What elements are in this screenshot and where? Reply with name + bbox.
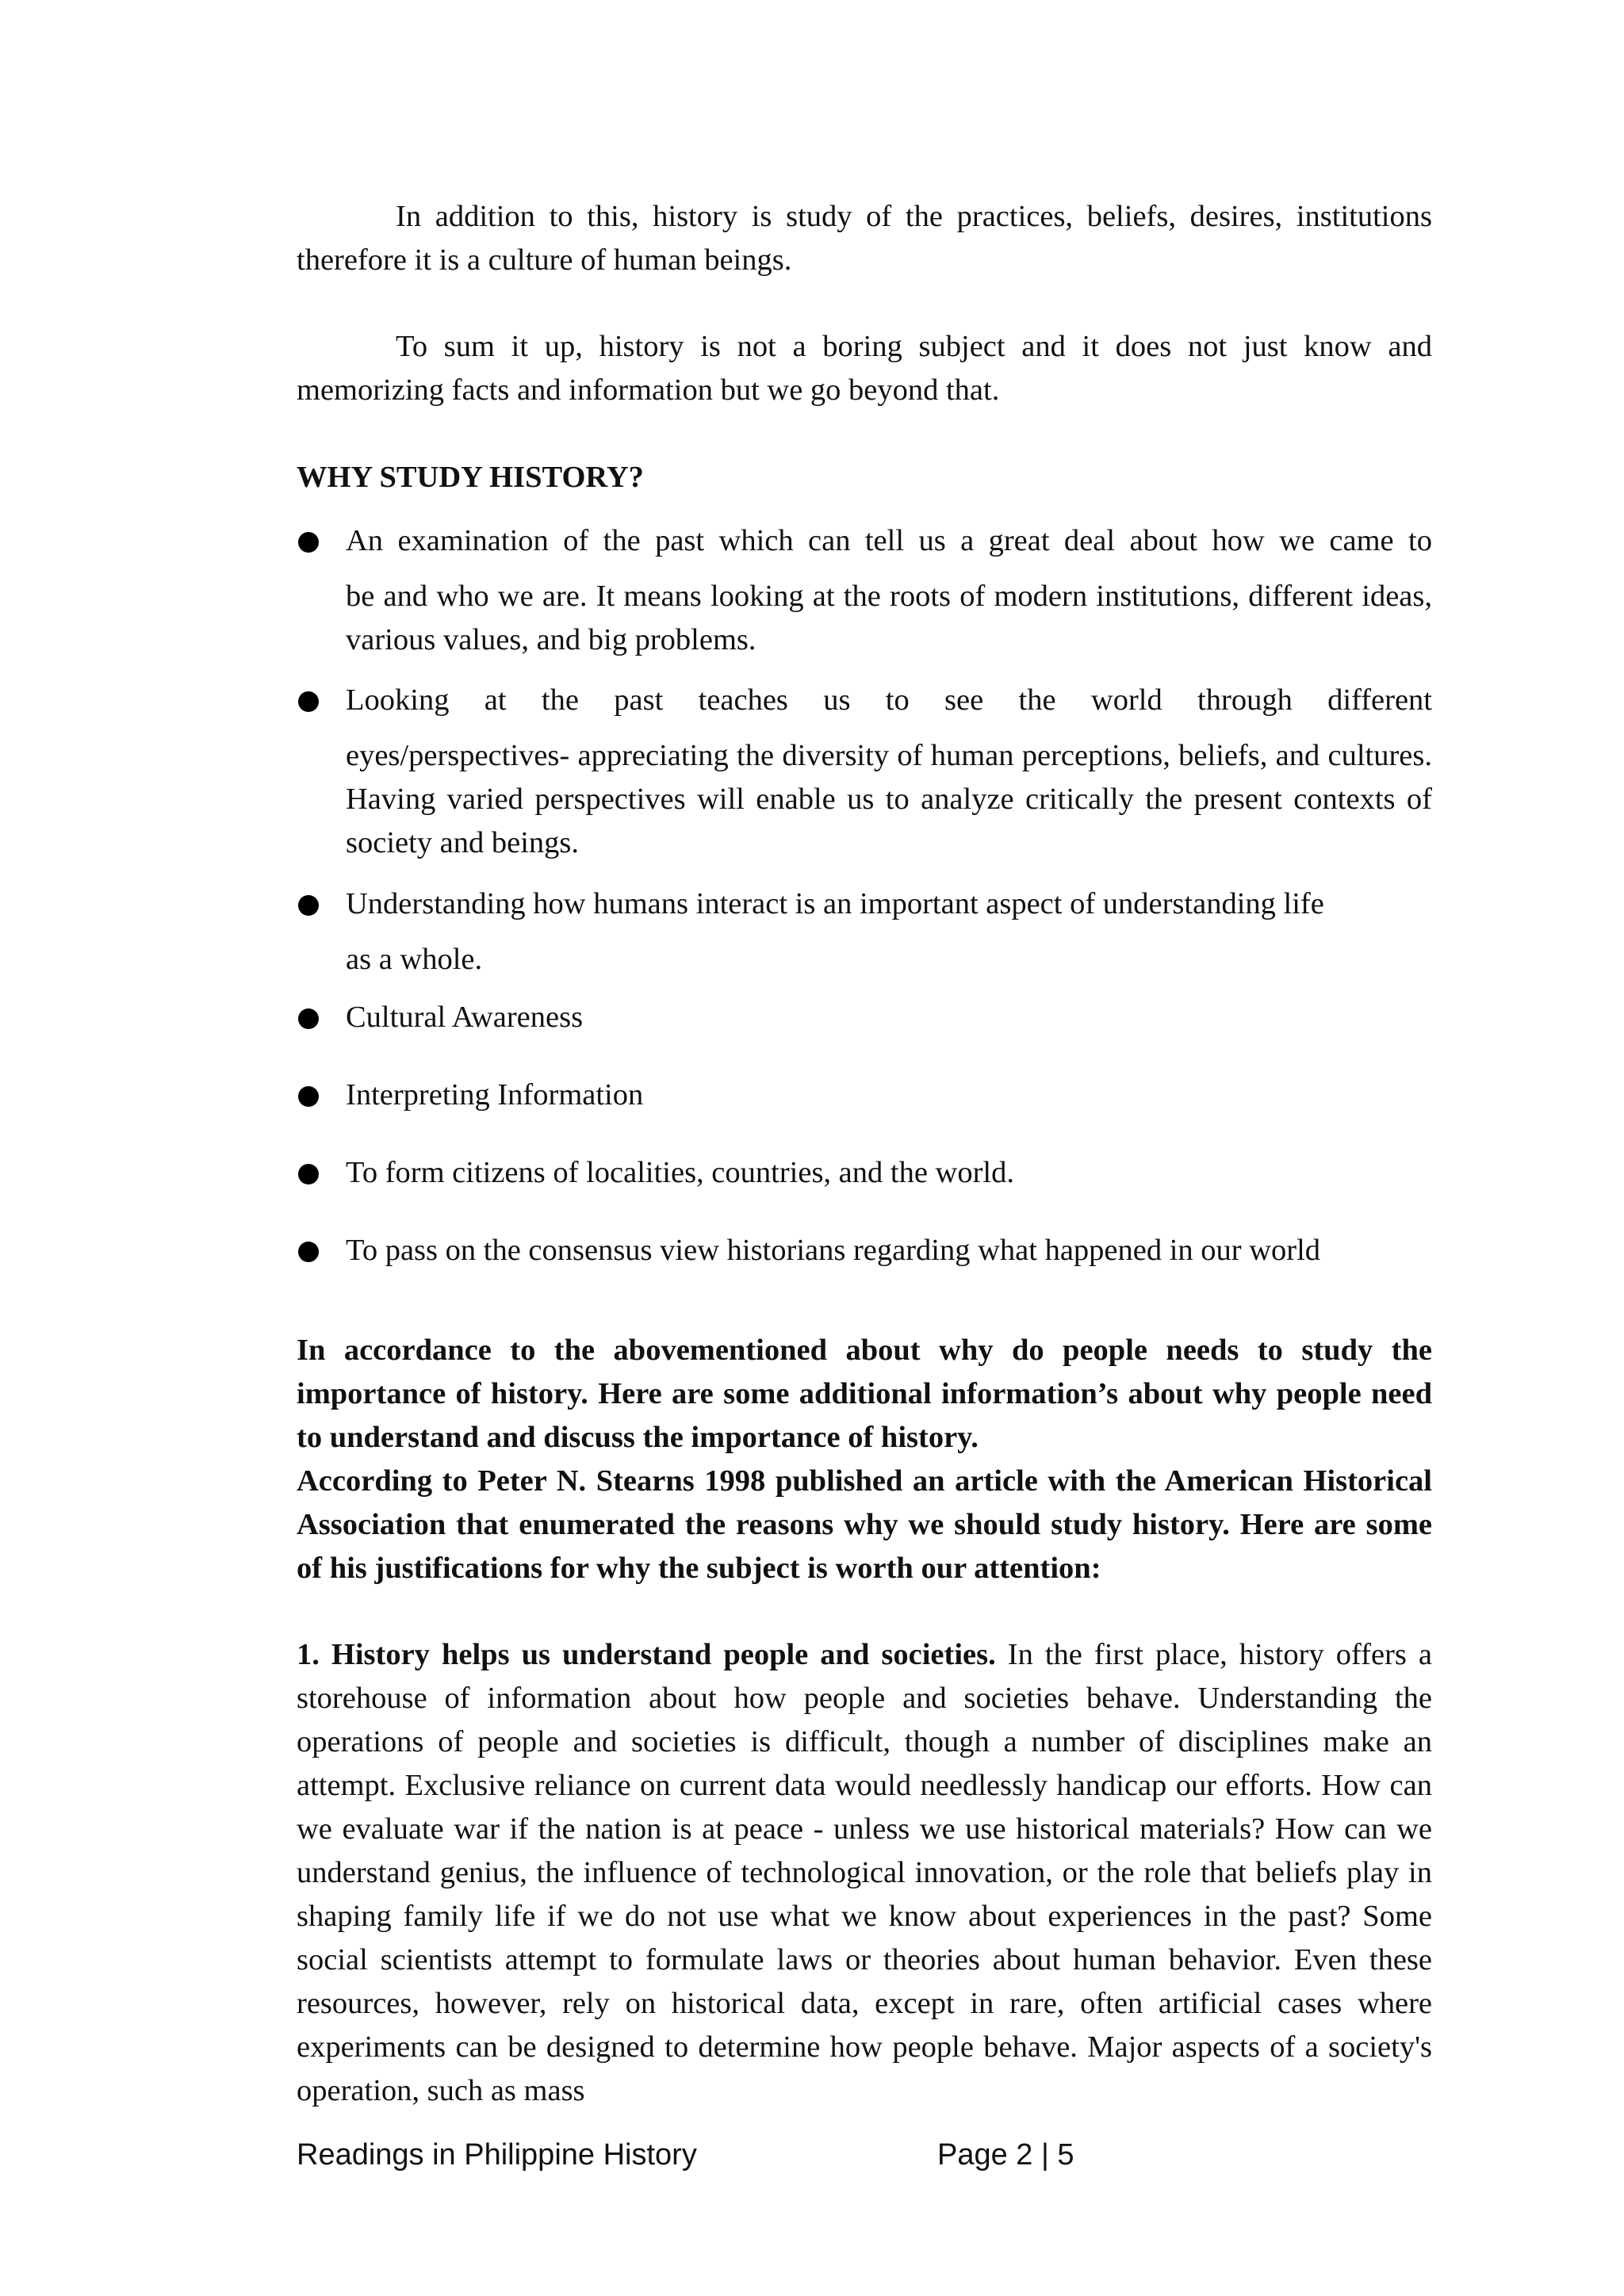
paragraph-culture: In addition to this, history is study of the practices, beliefs, desires, institutions therefore it is a culture of human beings. xyxy=(297,200,1432,277)
bullet-icon xyxy=(298,1086,319,1107)
page-footer xyxy=(297,2131,1432,2179)
bullet-icon xyxy=(298,1242,319,1262)
reason-1-paragraph xyxy=(297,1633,1432,2113)
bullet-icon xyxy=(298,532,319,553)
bullet-icon xyxy=(298,895,319,916)
section-heading: WHY STUDY HISTORY? xyxy=(297,461,644,494)
bullet-icon xyxy=(298,1008,319,1029)
footer-course-title: Readings in Philippine History xyxy=(297,2138,697,2172)
additional-info-paragraph: In accordance to the abovementioned about why do people needs to study the importance of history. Here are some additional information’s about why people need to understand and discuss the importance of history. xyxy=(297,1334,1432,1454)
list-item-text: Interpreting Information xyxy=(346,1078,644,1112)
list-item-text: To form citizens of localities, countries, and the world. xyxy=(346,1156,1014,1189)
reason-1-body: In the first place, history offers a storehouse of information about how people and societies behave. Understanding the operations of people and societies is difficult, though a number of disciplines make an attempt. Exclusive reliance on current data would needlessly handicap our efforts. How can we evaluate war if the nation is at peace - unless we use historical materials? How can we understand genius, the influence of technological innovation, or the role that beliefs play in shaping family life if we do not use what we know about experiences in the past? Some social scientists attempt to formulate laws or theories about human behavior. Even these resources, however, rely on historical data, except in rare, often artificial cases where experiments can be designed to determine how people behave. Major aspects of a society's operation, such as mass xyxy=(297,1638,1432,2107)
list-item-text: Understanding how humans interact is an important aspect of understanding life as a whole. xyxy=(346,887,1324,976)
bullet-icon xyxy=(298,1164,319,1184)
paragraph-summary: To sum it up, history is not a boring subject and it does not just know and memorizing facts and information but we go beyond that. xyxy=(297,330,1432,407)
bullet-icon xyxy=(298,691,319,712)
stearns-paragraph: According to Peter N. Stearns 1998 published an article with the American Historical Association that enumerated the reasons why we should study history. Here are some of his justifications for why the subject is worth our attention: xyxy=(297,1464,1432,1585)
list-item-text: An examination of the past which can tell us a great deal about how we came to be and who we are. It means looking at the roots of modern institutions, different ideas, various values, and big problems. xyxy=(346,524,1432,656)
stearns-introduction xyxy=(297,1329,1432,1590)
list-item-text: To pass on the consensus view historians regarding what happened in our world xyxy=(346,1234,1321,1267)
reason-1-lead: 1. History helps us understand people and societies. xyxy=(297,1638,996,1671)
list-item-text: Looking at the past teaches us to see the world through different eyes/perspectives- appreciating the diversity of human perceptions, beliefs, and cultures. Having varied perspectives will enable us to analyze critically the present contexts of society and beings. xyxy=(346,683,1432,859)
page-number: Page 2 | 5 xyxy=(937,2138,1074,2172)
list-item-text: Cultural Awareness xyxy=(346,1001,584,1034)
